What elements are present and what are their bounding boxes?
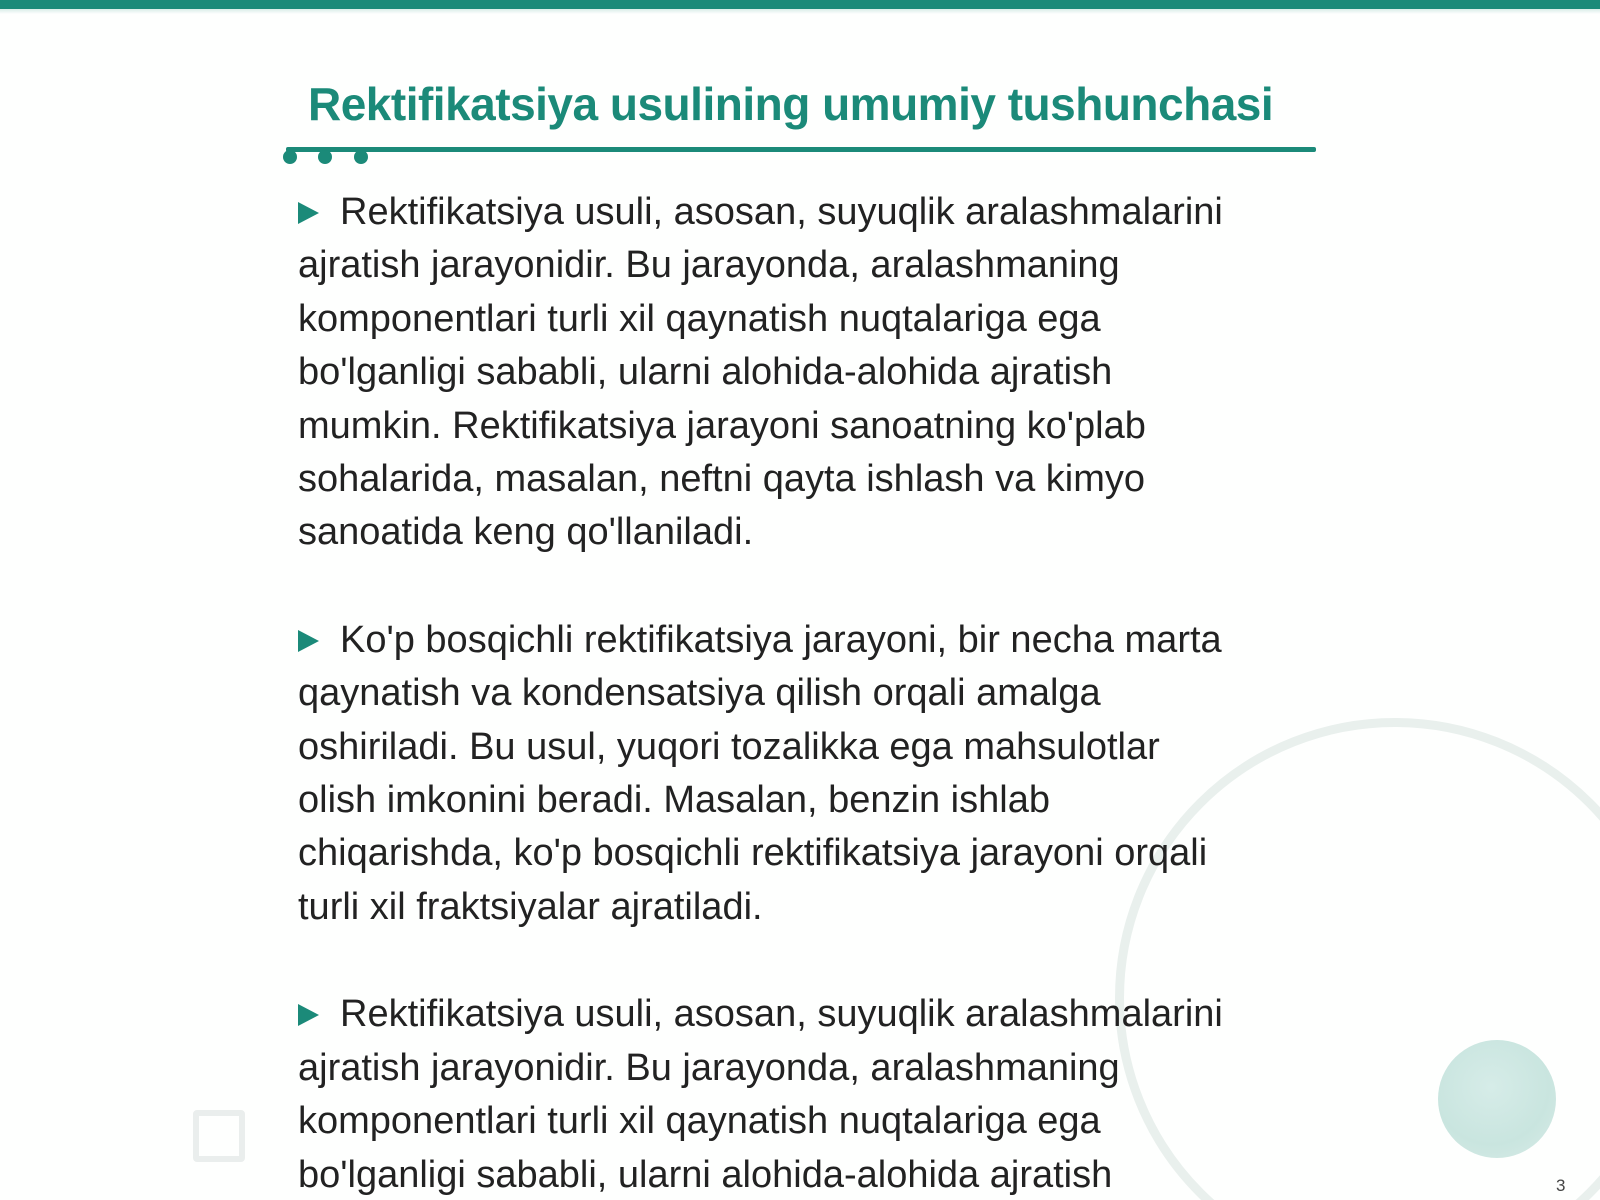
paragraph-line — [298, 186, 1318, 239]
bullet-paragraph-2 — [298, 614, 1318, 934]
triangle-right-icon — [298, 202, 319, 224]
slide-title: Rektifikatsiya usulining umumiy tushunchasi — [308, 78, 1274, 130]
top-bar-shadow — [0, 9, 1600, 14]
title-dot-2 — [318, 150, 332, 164]
paragraph-line — [298, 988, 1318, 1041]
paragraph-line: bo'lganligi sababli, ularni alohida-alohida ajratish — [298, 1153, 1113, 1196]
page-number: 3 — [1556, 1176, 1566, 1195]
bullet-paragraph-3 — [298, 988, 1318, 1200]
paragraph-line: komponentlari turli xil qaynatish nuqtalariga ega — [298, 1100, 1101, 1143]
triangle-right-icon — [298, 1004, 319, 1026]
title-underline — [286, 147, 1316, 152]
paragraph-line: chiqarishda, ko'p bosqichli rektifikatsiya jarayoni orqali — [298, 832, 1208, 875]
decorative-square — [193, 1110, 245, 1162]
paragraph-line: ajratish jarayonidir. Bu jarayonda, aralashmaning — [298, 1046, 1120, 1089]
paragraph-line-text: Rektifikatsiya usuli, asosan, suyuqlik aralashmalarini — [340, 993, 1223, 1036]
paragraph-line: sanoatida keng qo'llaniladi. — [298, 511, 754, 554]
paragraph-line: komponentlari turli xil qaynatish nuqtalariga ega — [298, 297, 1101, 340]
paragraph-line-text: Ko'p bosqichli rektifikatsiya jarayoni, bir necha marta — [340, 618, 1222, 661]
paragraph-line-text: Rektifikatsiya usuli, asosan, suyuqlik aralashmalarini — [340, 191, 1223, 233]
paragraph-line: qaynatish va kondensatsiya qilish orqali amalga — [298, 672, 1101, 715]
title-dot-1 — [283, 150, 297, 164]
slide-body — [298, 186, 1318, 1200]
decorative-bubble — [1438, 1040, 1556, 1158]
title-dot-3 — [354, 150, 368, 164]
paragraph-line: turli xil fraktsiyalar ajratiladi. — [298, 885, 763, 928]
bullet-paragraph-1 — [298, 186, 1318, 560]
paragraph-line: mumkin. Rektifikatsiya jarayoni sanoatning ko'plab — [298, 404, 1146, 447]
paragraph-line: oshiriladi. Bu usul, yuqori tozalikka ega mahsulotlar — [298, 725, 1160, 768]
paragraph-line: ajratish jarayonidir. Bu jarayonda, aralashmaning — [298, 244, 1120, 287]
paragraph-line: olish imkonini beradi. Masalan, benzin ishlab — [298, 779, 1050, 822]
top-accent-bar — [0, 0, 1600, 9]
paragraph-line: bo'lganligi sababli, ularni alohida-alohida ajratish — [298, 351, 1113, 394]
paragraph-line: sohalarida, masalan, neftni qayta ishlash va kimyo — [298, 458, 1146, 501]
triangle-right-icon — [298, 630, 319, 652]
paragraph-line — [298, 614, 1318, 667]
